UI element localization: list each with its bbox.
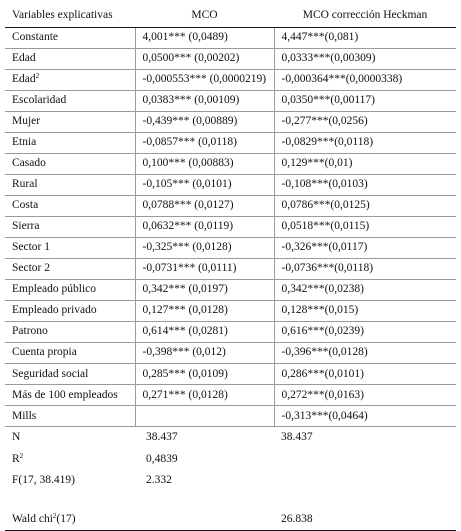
mco-value: 0,285*** (0,0109) <box>135 364 274 385</box>
variable-label: Edad$^2$ <box>5 69 135 90</box>
heckman-value: 0,128***(0,015) <box>274 301 456 322</box>
stat-mco: 38.437 <box>146 430 178 443</box>
variable-label: Constante <box>5 27 135 48</box>
table-row <box>5 259 456 280</box>
heckman-value: -0,108***(0,0103) <box>274 174 456 195</box>
heckman-value: 0,129***(0,01) <box>274 153 456 174</box>
stat-row-n <box>5 427 456 448</box>
table-row <box>5 90 456 111</box>
variable-label: Mills <box>5 406 135 427</box>
table-row <box>5 111 456 132</box>
variable-label: Costa <box>5 195 135 216</box>
heckman-value: 4,447***(0,081) <box>274 27 456 48</box>
mco-value: 0,0500*** (0,00202) <box>135 48 274 69</box>
mco-value: 0,342*** (0,0197) <box>135 280 274 301</box>
mco-value: 0,100*** (0,00883) <box>135 153 274 174</box>
variable-label: Sector 1 <box>5 237 135 258</box>
stat-mco <box>135 509 274 531</box>
heckman-value: 0,0350***(0,00117) <box>274 90 456 111</box>
mco-value: -0,0731*** (0,0111) <box>135 259 274 280</box>
heckman-value: 0,286***(0,0101) <box>274 364 456 385</box>
stat-heckman: 38.437 <box>281 430 313 443</box>
mco-value: 0,127*** (0,0128) <box>135 301 274 322</box>
mco-value: 0,0383*** (0,00109) <box>135 90 274 111</box>
mco-value: 0,614*** (0,0281) <box>135 322 274 343</box>
stat-row-wald <box>5 509 456 531</box>
mco-value: -0,325*** (0,0128) <box>135 237 274 258</box>
table-row <box>5 237 456 258</box>
stat-label: N <box>12 430 21 443</box>
mco-value: -0,0857*** (0,0118) <box>135 132 274 153</box>
stat-label: F(17, 38.419) <box>12 474 75 487</box>
variable-label: Escolaridad <box>5 90 135 111</box>
variable-label: Sector 2 <box>5 259 135 280</box>
table-row <box>5 195 456 216</box>
variable-label: Empleado público <box>5 280 135 301</box>
stat-mco: 0,4839 <box>146 452 178 465</box>
header-variables: Variables explicativas <box>5 5 135 27</box>
table-row <box>5 174 456 195</box>
coefficient-rows <box>5 27 456 531</box>
table-row <box>5 406 456 427</box>
table-row <box>5 385 456 406</box>
heckman-value: 0,342***(0,0238) <box>274 280 456 301</box>
heckman-value: -0,326***(0,0117) <box>274 237 456 258</box>
variable-label: Seguridad social <box>5 364 135 385</box>
mco-value: -0,439*** (0,00889) <box>135 111 274 132</box>
stat-label: Wald chi$^2$(17) <box>5 509 135 531</box>
mco-value: -0,000553*** (0,0000219) <box>135 69 274 90</box>
stat-heckman <box>274 448 456 471</box>
mco-value: -0,398*** (0,012) <box>135 343 274 364</box>
heckman-value: 0,272***(0,0163) <box>274 385 456 406</box>
heckman-value: -0,313***(0,0464) <box>274 406 456 427</box>
heckman-value: -0,396***(0,0128) <box>274 343 456 364</box>
heckman-value: 0,0333***(0,00309) <box>274 48 456 69</box>
table-row <box>5 322 456 343</box>
heckman-value: 0,0518***(0,0115) <box>274 216 456 237</box>
mco-value: 0,0788*** (0,0127) <box>135 195 274 216</box>
mco-value: 4,001*** (0,0489) <box>135 27 274 48</box>
variable-label: Mujer <box>5 111 135 132</box>
variable-label: Empleado privado <box>5 301 135 322</box>
table-row <box>5 153 456 174</box>
stat-row-r2 <box>5 448 456 471</box>
header-heckman: MCO corrección Heckman <box>274 5 456 27</box>
variable-label: Sierra <box>5 216 135 237</box>
heckman-value: 0,0786***(0,0125) <box>274 195 456 216</box>
mco-value: 0,0632*** (0,0119) <box>135 216 274 237</box>
heckman-value: -0,0829***(0,0118) <box>274 132 456 153</box>
stat-mco: 2.332 <box>146 474 172 487</box>
table-row <box>5 69 456 90</box>
mco-value: -0,105*** (0,0101) <box>135 174 274 195</box>
heckman-value: -0,0736***(0,0118) <box>274 259 456 280</box>
table-row <box>5 48 456 69</box>
stat-label: $R^2$ <box>12 451 24 465</box>
table-row <box>5 364 456 385</box>
heckman-value: -0,277***(0,0256) <box>274 111 456 132</box>
heckman-value: -0,000364***(0,0000338) <box>274 69 456 90</box>
variable-label: Rural <box>5 174 135 195</box>
variable-label: Cuenta propia <box>5 343 135 364</box>
mco-value <box>135 406 274 427</box>
header-mco: MCO <box>135 5 274 27</box>
variable-label: Más de 100 empleados <box>5 385 135 406</box>
variable-label: Edad <box>5 48 135 69</box>
variable-label: Casado <box>5 153 135 174</box>
table-row <box>5 280 456 301</box>
stat-heckman: 26.838 <box>274 509 456 531</box>
variable-label: Patrono <box>5 322 135 343</box>
mco-value: 0,271*** (0,0128) <box>135 385 274 406</box>
table-row <box>5 301 456 322</box>
table-row <box>5 27 456 48</box>
stat-spacer <box>5 491 456 509</box>
table-row <box>5 343 456 364</box>
stat-heckman <box>274 471 456 491</box>
variable-label: Etnia <box>5 132 135 153</box>
table-row <box>5 216 456 237</box>
stat-row-f <box>5 471 456 491</box>
table-row <box>5 132 456 153</box>
regression-table <box>5 5 456 531</box>
heckman-value: 0,616***(0,0239) <box>274 322 456 343</box>
table-header <box>5 5 456 27</box>
